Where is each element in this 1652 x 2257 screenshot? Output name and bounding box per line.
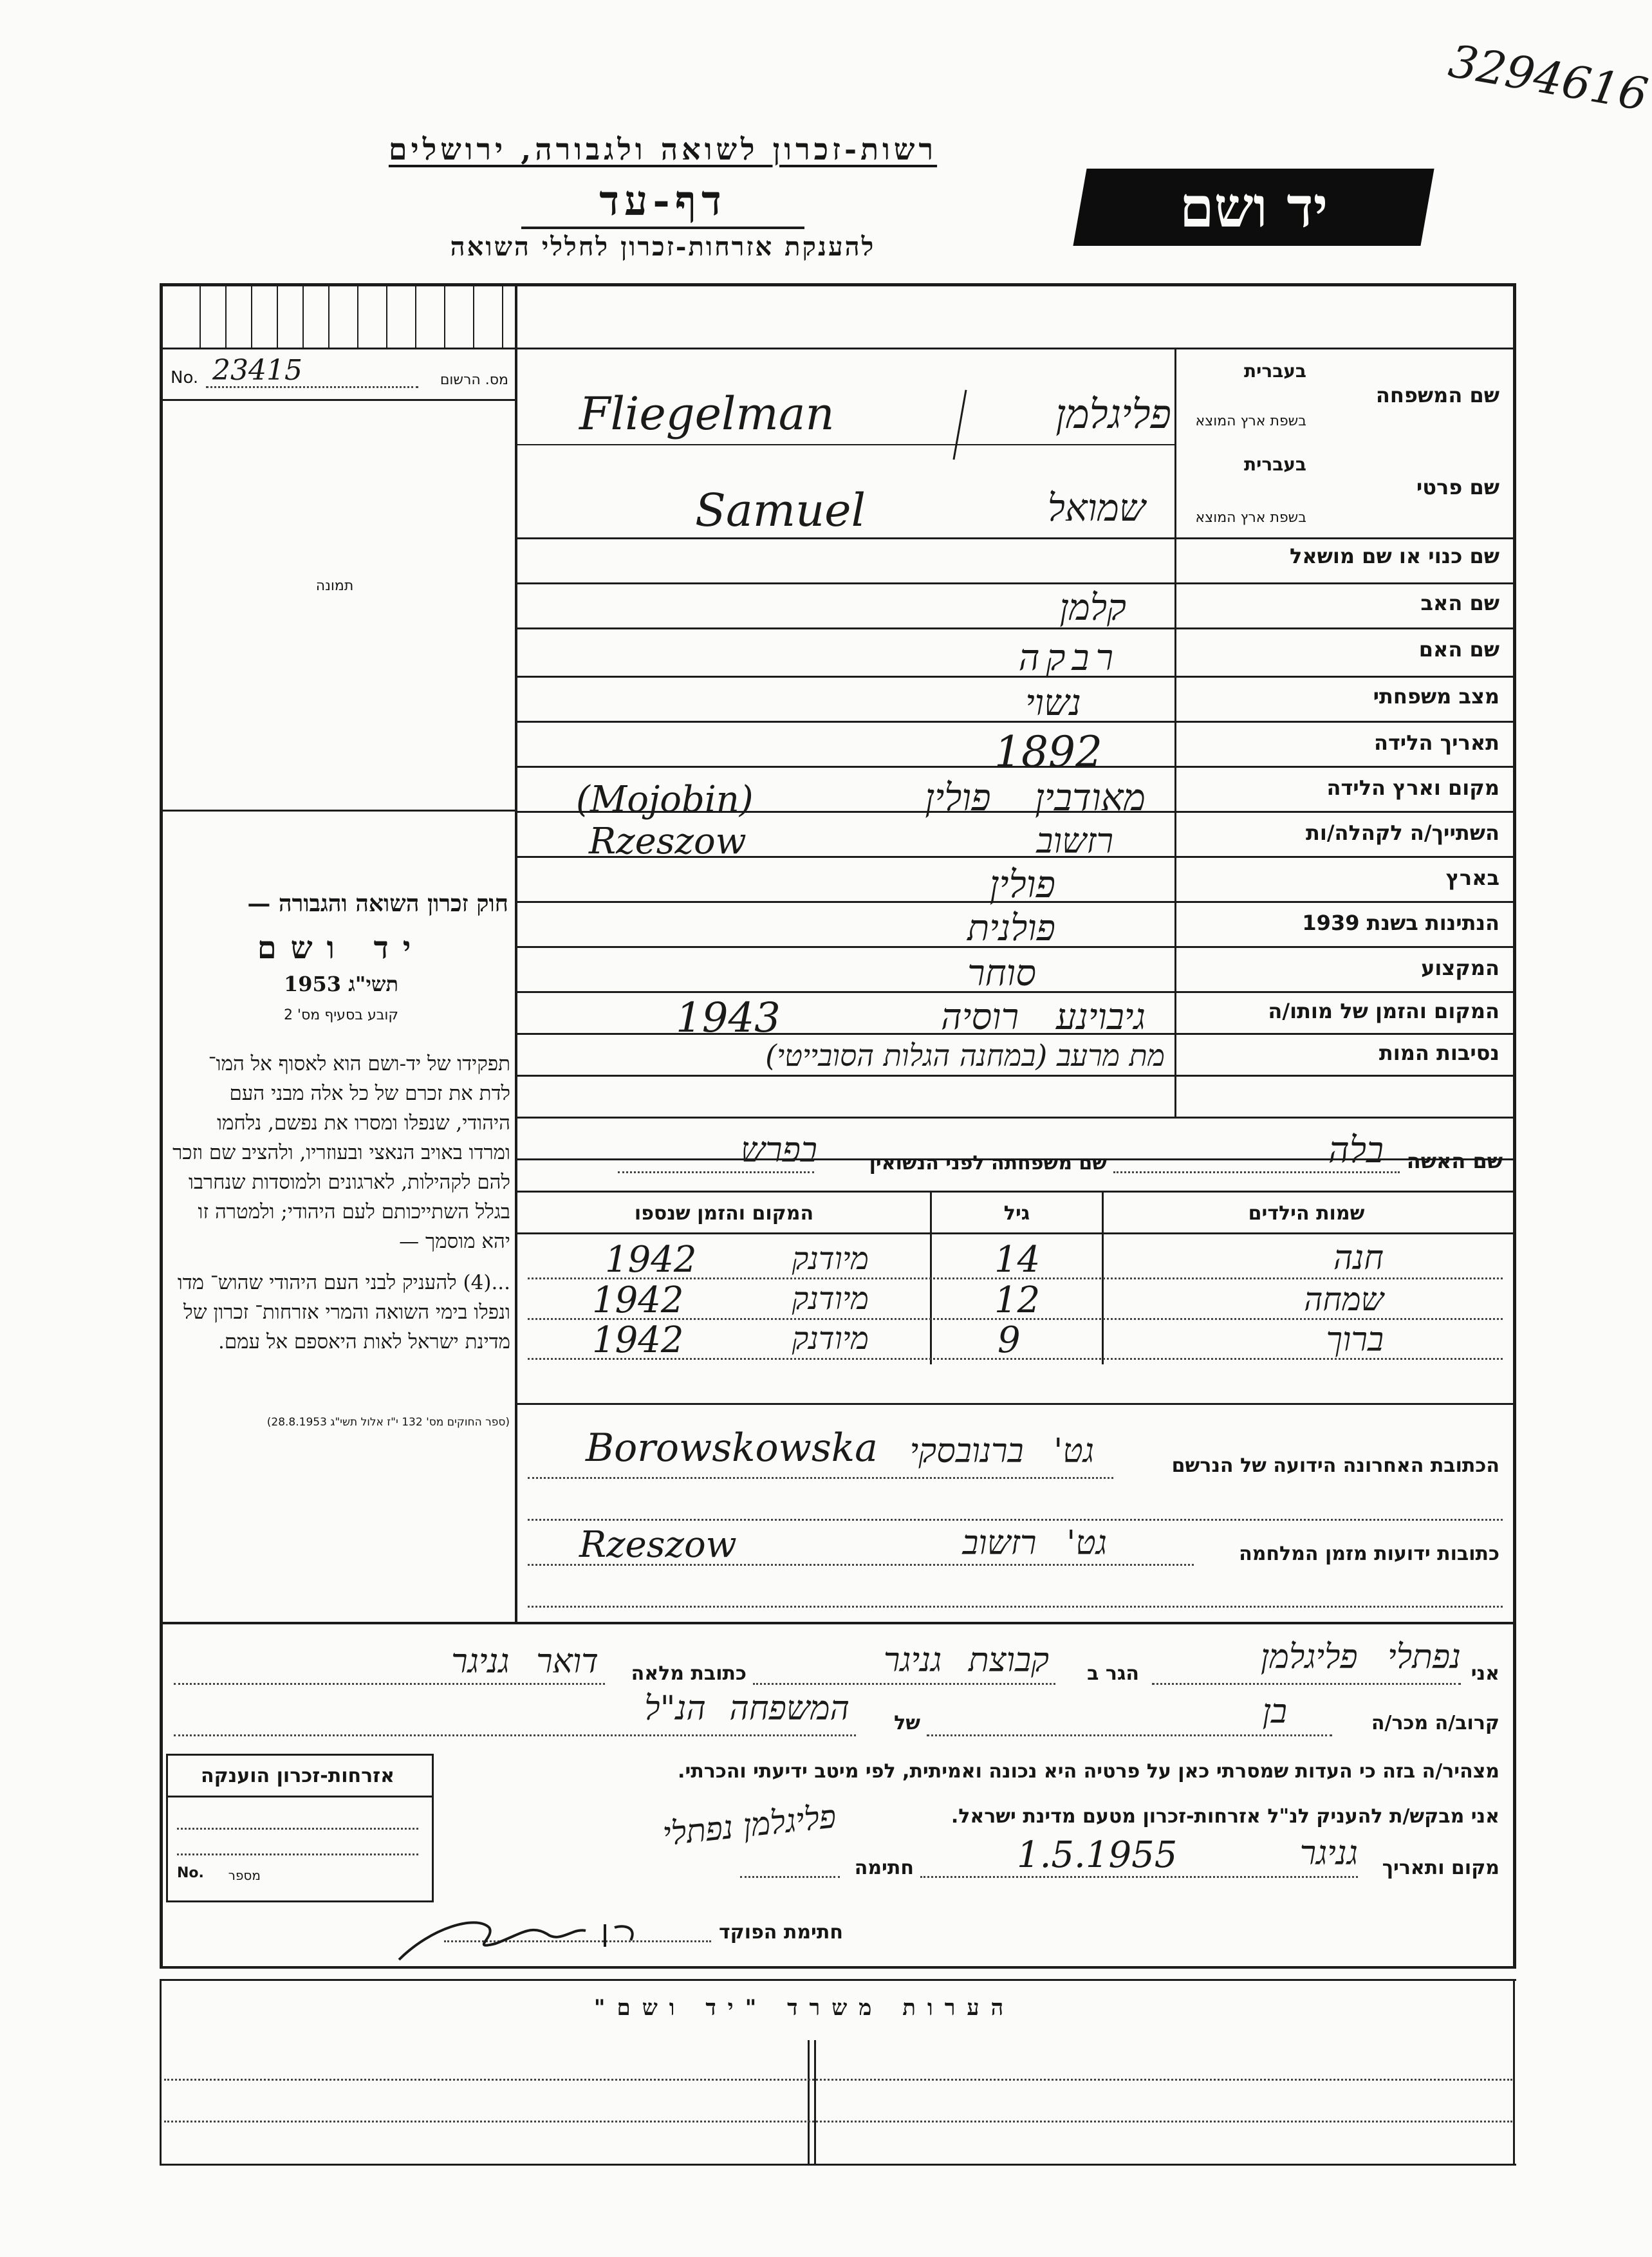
death-year: 1943 (676, 994, 781, 1042)
declarant-i-label: אני (1471, 1662, 1499, 1685)
child-age: 14 (994, 1239, 1041, 1281)
yad-vashem-logo (1073, 169, 1434, 246)
community-latin: Rzeszow (589, 821, 747, 862)
declaration-statement: מצהיר/ה בזה כי העדות שמסרתי כאן על פרטיה היא נכונה ואמיתית, לפי מיטב ידיעתי והכרתי. (678, 1760, 1499, 1783)
birth-date-label: תאריך הלידה (1373, 730, 1499, 755)
first-name-label: שם פרטי (1416, 475, 1499, 499)
law-paragraph-2: ...(4) להעניק לבני העם היהודי שהוש־ מדו ונפלו בימי השואה והמרי אזרחות־ זכרון של מדינת ישראל לאות היאספם אל עמם. (177, 1271, 510, 1353)
birth-place-label: מקום וארץ הלידה (1326, 776, 1499, 800)
child-name: ברוך (1326, 1321, 1384, 1359)
archive-number: 3294616 (1445, 34, 1652, 122)
wife-name: בלה (1328, 1129, 1384, 1171)
country-label: בארץ (1445, 866, 1499, 890)
authority-heading: רשות-זכרון לשואה ולגבורה, ירושלים (388, 132, 938, 167)
declaration-request: אני מבקש/ת להעניק לנ"ל אזרחות-זכרון מטעם מדינת ישראל. (951, 1805, 1499, 1828)
citizenship-label: הנתינות בשנת 1939 (1302, 911, 1499, 935)
child-year: 1942 (605, 1239, 697, 1281)
resides-label: הגר ב (1087, 1662, 1139, 1685)
relation: בן (1262, 1693, 1287, 1731)
page-subtitle: להענקת אזרחות-זכרון לחללי השואה (450, 232, 876, 262)
last-address-latin: Borowskowska (586, 1426, 878, 1471)
family-name-label: שם המשפחה (1375, 383, 1499, 407)
wife-label: שם האשה (1406, 1149, 1503, 1173)
child-year: 1942 (592, 1279, 684, 1321)
citizenship-no-label: No. (177, 1865, 204, 1881)
law-year: תשי"ג 1953 (284, 972, 398, 996)
logo-text: יד ושם (1179, 174, 1328, 240)
father-label: שם האב (1420, 591, 1499, 615)
marital-status: נשוי (1025, 682, 1081, 724)
profession: סוחר (967, 952, 1036, 994)
photo-label: תמונה (315, 578, 354, 594)
family-name-hebrew-label: בעברית (1243, 360, 1306, 382)
law-section: קובע בסעיף מס' 2 (283, 1007, 399, 1023)
family-name-hebrew: פליגלמן (1055, 391, 1171, 438)
mother-label: שם האם (1418, 637, 1499, 662)
law-name: יד ושם (257, 930, 425, 966)
declaration-place: גניגר (1299, 1834, 1358, 1873)
child-name: חנה (1333, 1239, 1384, 1277)
birth-place-latin: (Mojobin) (576, 779, 754, 821)
child-name: שמחה (1304, 1281, 1384, 1318)
child-place: מיודנק (792, 1281, 869, 1317)
page-title: דף-עד (599, 177, 727, 225)
officer-signature-label: חתימת הפוקד (719, 1921, 843, 1944)
declarant-name: נפתלי פליגלמן (1260, 1638, 1461, 1676)
first-name-hebrew: שמואל (1047, 486, 1146, 530)
place-date-label: מקום ותאריך (1382, 1857, 1499, 1879)
wartime-address-label: כתובות ידועות מזמן המלחמה (1239, 1543, 1499, 1565)
family-name-origin-label: בשפת ארץ המוצא (1195, 413, 1306, 429)
father-name: קלמן (1059, 587, 1126, 629)
first-name-latin: Samuel (695, 484, 866, 537)
birth-place-hebrew: מאודבין פולין (925, 776, 1146, 819)
mother-name: רבקה (1018, 637, 1120, 679)
birth-date: 1892 (994, 727, 1102, 777)
full-address-label: כתובת מלאה (631, 1662, 747, 1685)
registration-label: מס. הרשום (440, 372, 508, 388)
child-age: 12 (994, 1279, 1041, 1321)
children-names-header: שמות הילדים (1248, 1202, 1365, 1225)
profession-label: המקצוע (1421, 956, 1499, 980)
registration-number: 23415 (212, 354, 302, 387)
law-paragraph-1: תפקידו של יד-ושם הוא לאסוף אל המו־ לדת את זכרם של כל אלה מבני העם היהודי, שנפלו ומסרו את נפשם, נלחמו ומרדו באויב הנאצי ובעוזריו, ולהציב שם וזכר להם לקהילות, לארגונים ולמוסדות שנחרבו בגלל השתייכותם לעם היהודי; ולמטרה זו יהא מוסמך — (172, 1052, 510, 1253)
title-underline (521, 227, 804, 229)
marital-label: מצב משפחתי (1373, 684, 1499, 709)
registration-no-label: No. (171, 368, 199, 387)
children-age-header: גיל (1003, 1202, 1030, 1225)
children-place-header: המקום והזמן שנספו (634, 1202, 814, 1225)
death-place: גיבוינע רוסיה (940, 996, 1146, 1038)
child-year: 1942 (592, 1319, 684, 1361)
wartime-address-hebrew: גט' רזשוב (962, 1524, 1107, 1563)
law-heading: חוק זכרון השואה והגבורה — (247, 890, 508, 917)
maiden-name: בפרש (740, 1129, 817, 1170)
declarant-signature: פליגלמן נפתלי (660, 1797, 838, 1853)
death-circumstances-label: נסיבות המות (1378, 1041, 1499, 1065)
wartime-address-latin: Rzeszow (579, 1524, 737, 1566)
child-place: מיודנק (792, 1321, 869, 1357)
citizenship-granted-title: אזרחות-זכרון הוענקה (200, 1765, 395, 1787)
death-circumstances: מת מרעב (במחנה הגלות הסובייטי) (765, 1038, 1165, 1073)
first-name-origin-label: בשפת ארץ המוצא (1195, 510, 1306, 526)
declaration-date: 1.5.1955 (1017, 1834, 1178, 1876)
community-hebrew: רזשוב (1036, 821, 1113, 861)
relation-of: המשפחה הנ"ל (644, 1689, 849, 1728)
office-notes-title: הערות משרד "יד ושם" (593, 1995, 1016, 2021)
country: פולין (989, 862, 1055, 906)
first-name-hebrew-label: בעברית (1243, 454, 1306, 475)
last-address-hebrew: גט' ברנובסקי (909, 1432, 1094, 1471)
citizenship-number-label: מספר (228, 1868, 261, 1883)
last-address-label: הכתובת האחרונה הידועה של הנרשם (1171, 1454, 1499, 1477)
child-age: 9 (998, 1319, 1021, 1361)
full-address: דואר גניגר (451, 1642, 599, 1681)
citizenship: פולנית (967, 907, 1055, 949)
signature-label: חתימה (854, 1857, 914, 1879)
maiden-name-label: שם משפחתה לפני הנשואין (869, 1152, 1107, 1175)
child-place: מיודנק (792, 1241, 869, 1277)
officer-signature (393, 1889, 676, 1973)
family-name-latin: Fliegelman (579, 387, 835, 440)
community-label: השתייך/ה לקהלה/ות (1305, 821, 1499, 845)
law-citation: (ספר החוקים מס' 132 י"ז אלול תשי"ג 28.8.1953) (266, 1416, 510, 1429)
death-place-time-label: המקום והזמן של מותו/ה (1268, 999, 1499, 1023)
of-label: של (894, 1712, 920, 1734)
relative-label: קרוב/ה מכר/ה (1371, 1712, 1499, 1734)
residence: קבוצת גניגר (883, 1641, 1049, 1680)
nickname-label: שם כנוי או שם מושאל (1289, 544, 1499, 568)
